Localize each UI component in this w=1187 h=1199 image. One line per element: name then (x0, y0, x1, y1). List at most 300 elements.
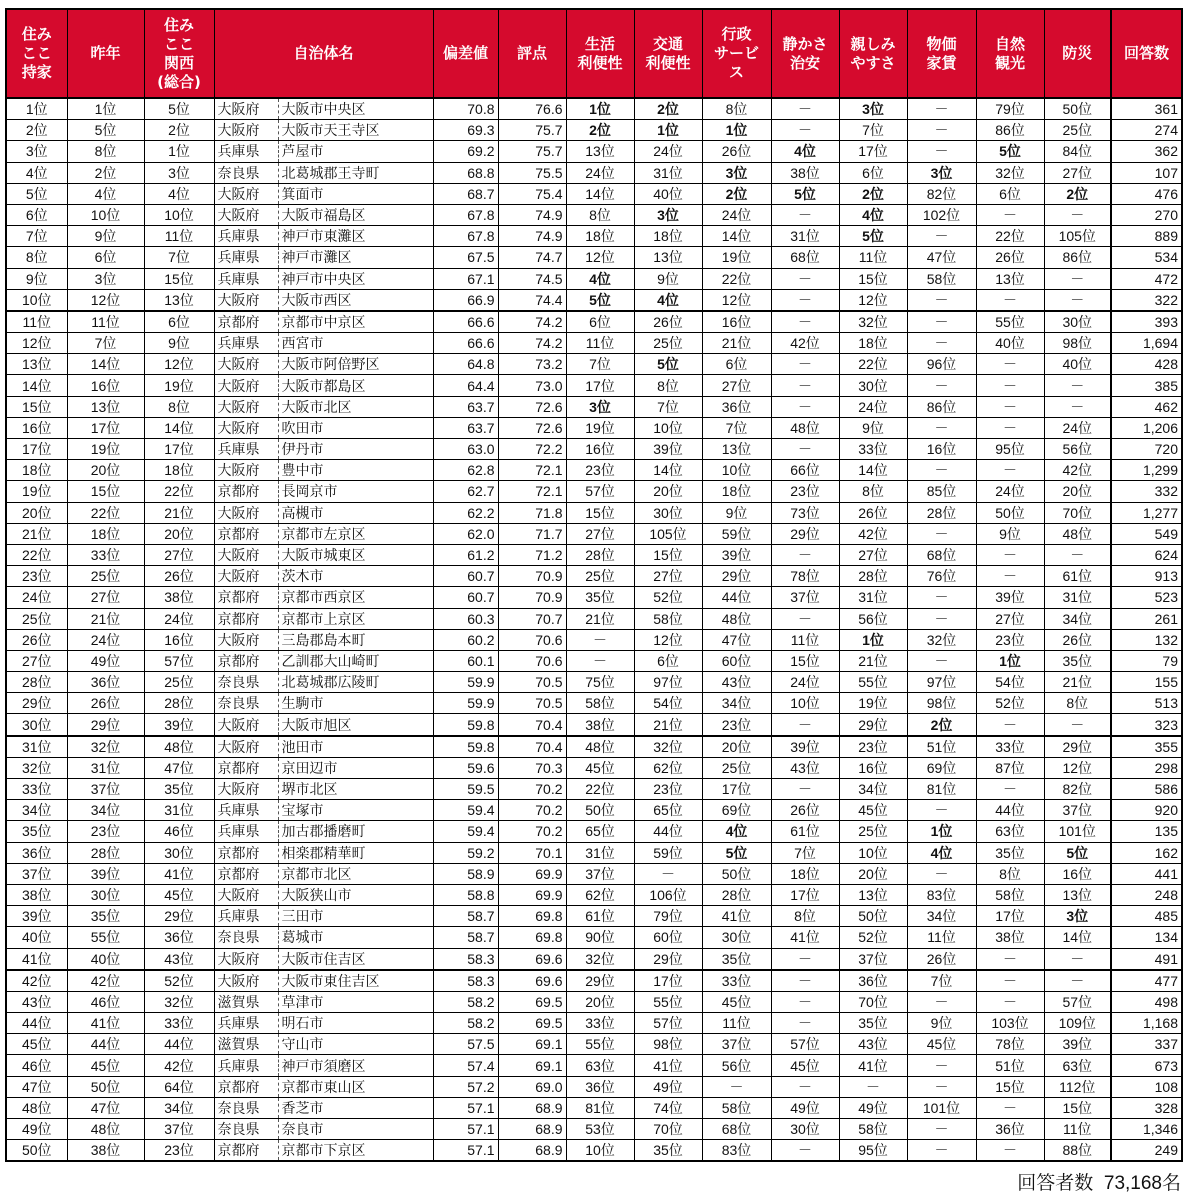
cell-living-convenience: 45位 (566, 757, 634, 778)
cell-prefecture: 兵庫県 (214, 247, 278, 268)
cell-quiet-safety: 17位 (771, 884, 839, 905)
cell-rank-kansai-overall: 23位 (144, 1140, 214, 1162)
cell-rank-kansai-overall: 64位 (144, 1076, 214, 1097)
table-row (6, 98, 1182, 120)
cell-rank-owner: 34位 (6, 800, 67, 821)
cell-rank-owner: 2位 (6, 120, 67, 141)
cell-score: 72.6 (498, 396, 566, 417)
cell-admin-services: 30位 (702, 927, 771, 948)
cell-prefecture: 大阪府 (214, 544, 278, 565)
cell-nature-tourism: － (976, 354, 1044, 375)
cell-nature-tourism: 27位 (976, 608, 1044, 629)
cell-city: 宝塚市 (278, 800, 433, 821)
cell-respondents: 79 (1111, 650, 1182, 671)
cell-living-convenience: 63位 (566, 1055, 634, 1076)
table-row (6, 608, 1182, 629)
cell-respondents: 523 (1111, 587, 1182, 608)
cell-nature-tourism: 35位 (976, 842, 1044, 863)
cell-prefecture: 大阪府 (214, 970, 278, 992)
cell-quiet-safety: － (771, 544, 839, 565)
cell-rank-owner: 4位 (6, 162, 67, 183)
cell-transport-convenience: 54位 (634, 693, 702, 714)
cell-living-convenience: 22位 (566, 779, 634, 800)
cell-deviation: 60.2 (433, 629, 498, 650)
cell-admin-services: 22位 (702, 268, 771, 289)
cell-friendliness: 24位 (839, 396, 907, 417)
cell-rank-owner: 13位 (6, 354, 67, 375)
cell-respondents: 441 (1111, 863, 1182, 884)
cell-prices-rent: － (907, 333, 976, 354)
cell-deviation: 67.1 (433, 268, 498, 289)
cell-prices-rent: 51位 (907, 736, 976, 758)
cell-score: 76.6 (498, 98, 566, 120)
cell-friendliness: 3位 (839, 98, 907, 120)
table-row (6, 1119, 1182, 1140)
cell-city: 大阪市住吉区 (278, 948, 433, 970)
cell-transport-convenience: 106位 (634, 884, 702, 905)
cell-rank-owner: 39位 (6, 906, 67, 927)
cell-rank-kansai-overall: 14位 (144, 417, 214, 438)
cell-city: 神戸市須磨区 (278, 1055, 433, 1076)
cell-city: 高槻市 (278, 502, 433, 523)
cell-transport-convenience: 39位 (634, 439, 702, 460)
cell-prefecture: 大阪府 (214, 884, 278, 905)
table-row (6, 948, 1182, 970)
cell-transport-convenience: 27位 (634, 566, 702, 587)
cell-rank-owner: 11位 (6, 311, 67, 333)
cell-rank-owner: 44位 (6, 1013, 67, 1034)
cell-living-convenience: 11位 (566, 333, 634, 354)
cell-deviation: 58.7 (433, 927, 498, 948)
cell-city: 三田市 (278, 906, 433, 927)
cell-living-convenience: 90位 (566, 927, 634, 948)
cell-quiet-safety: 15位 (771, 650, 839, 671)
cell-friendliness: 49位 (839, 1097, 907, 1118)
cell-living-convenience: 48位 (566, 736, 634, 758)
cell-nature-tourism: 24位 (976, 481, 1044, 502)
cell-nature-tourism: 23位 (976, 629, 1044, 650)
table-row (6, 672, 1182, 693)
table-row (6, 757, 1182, 778)
header-respondents: 回答数 (1111, 9, 1182, 98)
cell-disaster-prevention: 21位 (1044, 672, 1111, 693)
cell-admin-services: 29位 (702, 566, 771, 587)
cell-rank-owner: 12位 (6, 333, 67, 354)
cell-rank-kansai-overall: 3位 (144, 162, 214, 183)
cell-prices-rent: 81位 (907, 779, 976, 800)
cell-prices-rent: 83位 (907, 884, 976, 905)
cell-rank-last-year: 27位 (67, 587, 144, 608)
cell-city: 明石市 (278, 1013, 433, 1034)
cell-rank-owner: 26位 (6, 629, 67, 650)
cell-deviation: 67.5 (433, 247, 498, 268)
cell-prices-rent: － (907, 98, 976, 120)
cell-rank-kansai-overall: 4位 (144, 183, 214, 204)
header-rank-last-year: 昨年 (67, 9, 144, 98)
cell-friendliness: 11位 (839, 247, 907, 268)
cell-living-convenience: 36位 (566, 1076, 634, 1097)
cell-friendliness: 95位 (839, 1140, 907, 1162)
cell-respondents: 498 (1111, 991, 1182, 1012)
cell-score: 70.2 (498, 800, 566, 821)
cell-nature-tourism: 5位 (976, 141, 1044, 162)
cell-deviation: 59.4 (433, 800, 498, 821)
cell-city: 三島郡島本町 (278, 629, 433, 650)
cell-rank-kansai-overall: 28位 (144, 693, 214, 714)
cell-score: 70.5 (498, 693, 566, 714)
cell-disaster-prevention: 39位 (1044, 1034, 1111, 1055)
header-rank-owner: 住み ここ 持家 (6, 9, 67, 98)
cell-admin-services: 48位 (702, 608, 771, 629)
cell-city: 豊中市 (278, 460, 433, 481)
cell-friendliness: 4位 (839, 204, 907, 225)
cell-prices-rent: 68位 (907, 544, 976, 565)
cell-rank-last-year: 12位 (67, 289, 144, 311)
cell-score: 70.6 (498, 650, 566, 671)
cell-prefecture: 滋賀県 (214, 1034, 278, 1055)
cell-transport-convenience: 15位 (634, 544, 702, 565)
cell-deviation: 62.8 (433, 460, 498, 481)
cell-living-convenience: － (566, 650, 634, 671)
cell-nature-tourism: 40位 (976, 333, 1044, 354)
cell-score: 69.5 (498, 991, 566, 1012)
cell-deviation: 57.4 (433, 1055, 498, 1076)
cell-respondents: 889 (1111, 226, 1182, 247)
cell-quiet-safety: 48位 (771, 417, 839, 438)
cell-nature-tourism: 103位 (976, 1013, 1044, 1034)
cell-rank-owner: 7位 (6, 226, 67, 247)
table-row (6, 1034, 1182, 1055)
cell-rank-owner: 41位 (6, 948, 67, 970)
cell-respondents: 720 (1111, 439, 1182, 460)
cell-deviation: 58.3 (433, 948, 498, 970)
cell-respondents: 1,694 (1111, 333, 1182, 354)
cell-friendliness: 26位 (839, 502, 907, 523)
cell-nature-tourism: － (976, 1140, 1044, 1162)
cell-respondents: 249 (1111, 1140, 1182, 1162)
cell-rank-owner: 24位 (6, 587, 67, 608)
cell-quiet-safety: － (771, 354, 839, 375)
cell-prices-rent: 102位 (907, 204, 976, 225)
cell-city: 京都市西京区 (278, 587, 433, 608)
cell-quiet-safety: 37位 (771, 587, 839, 608)
cell-admin-services: 27位 (702, 375, 771, 396)
cell-rank-last-year: 49位 (67, 650, 144, 671)
cell-deviation: 59.9 (433, 672, 498, 693)
cell-prices-rent: 58位 (907, 268, 976, 289)
cell-admin-services: 12位 (702, 289, 771, 311)
cell-rank-owner: 49位 (6, 1119, 67, 1140)
cell-prices-rent: － (907, 120, 976, 141)
cell-city: 香芝市 (278, 1097, 433, 1118)
cell-deviation: 63.7 (433, 396, 498, 417)
cell-prices-rent: － (907, 460, 976, 481)
cell-city: 大阪市中央区 (278, 98, 433, 120)
cell-transport-convenience: 29位 (634, 948, 702, 970)
cell-prices-rent: 16位 (907, 439, 976, 460)
cell-score: 69.0 (498, 1076, 566, 1097)
cell-transport-convenience: 14位 (634, 460, 702, 481)
table-row (6, 333, 1182, 354)
cell-deviation: 64.4 (433, 375, 498, 396)
cell-score: 70.5 (498, 672, 566, 693)
cell-transport-convenience: 17位 (634, 970, 702, 992)
cell-respondents: 337 (1111, 1034, 1182, 1055)
cell-disaster-prevention: 24位 (1044, 417, 1111, 438)
cell-disaster-prevention: 14位 (1044, 927, 1111, 948)
cell-friendliness: 31位 (839, 587, 907, 608)
cell-disaster-prevention: 112位 (1044, 1076, 1111, 1097)
cell-score: 75.5 (498, 162, 566, 183)
cell-city: 京都市中京区 (278, 311, 433, 333)
cell-rank-last-year: 26位 (67, 693, 144, 714)
cell-disaster-prevention: 37位 (1044, 800, 1111, 821)
cell-transport-convenience: 105位 (634, 523, 702, 544)
table-row (6, 736, 1182, 758)
cell-living-convenience: 21位 (566, 608, 634, 629)
cell-rank-owner: 15位 (6, 396, 67, 417)
cell-friendliness: 27位 (839, 544, 907, 565)
cell-disaster-prevention: 50位 (1044, 98, 1111, 120)
cell-admin-services: 13位 (702, 439, 771, 460)
cell-admin-services: 60位 (702, 650, 771, 671)
cell-deviation: 58.7 (433, 906, 498, 927)
table-row (6, 396, 1182, 417)
cell-nature-tourism: － (976, 779, 1044, 800)
cell-score: 72.2 (498, 439, 566, 460)
cell-admin-services: 34位 (702, 693, 771, 714)
cell-nature-tourism: 50位 (976, 502, 1044, 523)
cell-respondents: 477 (1111, 970, 1182, 992)
cell-respondents: 362 (1111, 141, 1182, 162)
cell-respondents: 385 (1111, 375, 1182, 396)
cell-prices-rent: － (907, 417, 976, 438)
cell-rank-kansai-overall: 43位 (144, 948, 214, 970)
cell-prices-rent: － (907, 1076, 976, 1097)
cell-quiet-safety: 45位 (771, 1055, 839, 1076)
cell-quiet-safety: － (771, 608, 839, 629)
cell-deviation: 68.8 (433, 162, 498, 183)
cell-respondents: 393 (1111, 311, 1182, 333)
cell-rank-owner: 6位 (6, 204, 67, 225)
cell-friendliness: 21位 (839, 650, 907, 671)
cell-city: 大阪市東住吉区 (278, 970, 433, 992)
cell-deviation: 58.9 (433, 863, 498, 884)
table-row (6, 842, 1182, 863)
table-row (6, 629, 1182, 650)
cell-disaster-prevention: － (1044, 268, 1111, 289)
cell-respondents: 270 (1111, 204, 1182, 225)
cell-rank-last-year: 3位 (67, 268, 144, 289)
cell-living-convenience: 37位 (566, 863, 634, 884)
cell-nature-tourism: 95位 (976, 439, 1044, 460)
cell-living-convenience: 31位 (566, 842, 634, 863)
cell-living-convenience: 57位 (566, 481, 634, 502)
header-quiet-safety: 静かさ 治安 (771, 9, 839, 98)
cell-friendliness: 8位 (839, 481, 907, 502)
cell-rank-kansai-overall: 26位 (144, 566, 214, 587)
header-transport-convenience: 交通 利便性 (634, 9, 702, 98)
cell-prefecture: 兵庫県 (214, 226, 278, 247)
cell-admin-services: 1位 (702, 120, 771, 141)
cell-quiet-safety: － (771, 439, 839, 460)
cell-rank-kansai-overall: 16位 (144, 629, 214, 650)
cell-rank-kansai-overall: 27位 (144, 544, 214, 565)
cell-respondents: 361 (1111, 98, 1182, 120)
table-row (6, 1140, 1182, 1162)
cell-transport-convenience: 7位 (634, 396, 702, 417)
cell-living-convenience: 20位 (566, 991, 634, 1012)
cell-respondents: 586 (1111, 779, 1182, 800)
cell-living-convenience: 29位 (566, 970, 634, 992)
cell-score: 70.3 (498, 757, 566, 778)
cell-admin-services: 18位 (702, 481, 771, 502)
cell-rank-kansai-overall: 45位 (144, 884, 214, 905)
cell-disaster-prevention: 48位 (1044, 523, 1111, 544)
cell-rank-kansai-overall: 44位 (144, 1034, 214, 1055)
cell-admin-services: 24位 (702, 204, 771, 225)
cell-deviation: 59.8 (433, 736, 498, 758)
cell-transport-convenience: 12位 (634, 629, 702, 650)
cell-prices-rent: 1位 (907, 821, 976, 842)
cell-score: 74.2 (498, 311, 566, 333)
cell-disaster-prevention: 57位 (1044, 991, 1111, 1012)
header-disaster-prevention: 防災 (1044, 9, 1111, 98)
cell-admin-services: 4位 (702, 821, 771, 842)
cell-rank-last-year: 31位 (67, 757, 144, 778)
table-row (6, 1097, 1182, 1118)
cell-quiet-safety: － (771, 98, 839, 120)
table-row (6, 417, 1182, 438)
cell-prefecture: 京都府 (214, 311, 278, 333)
cell-rank-last-year: 9位 (67, 226, 144, 247)
cell-nature-tourism: 54位 (976, 672, 1044, 693)
table-row (6, 481, 1182, 502)
cell-rank-owner: 10位 (6, 289, 67, 311)
cell-living-convenience: 14位 (566, 183, 634, 204)
cell-rank-owner: 27位 (6, 650, 67, 671)
cell-prices-rent: － (907, 226, 976, 247)
cell-nature-tourism: 58位 (976, 884, 1044, 905)
cell-disaster-prevention: 88位 (1044, 1140, 1111, 1162)
cell-disaster-prevention: 11位 (1044, 1119, 1111, 1140)
cell-prefecture: 大阪府 (214, 714, 278, 736)
cell-nature-tourism: 79位 (976, 98, 1044, 120)
cell-respondents: 1,346 (1111, 1119, 1182, 1140)
cell-score: 70.4 (498, 736, 566, 758)
cell-prices-rent: 86位 (907, 396, 976, 417)
cell-quiet-safety: － (771, 268, 839, 289)
cell-nature-tourism: － (976, 460, 1044, 481)
cell-living-convenience: 61位 (566, 906, 634, 927)
cell-disaster-prevention: 26位 (1044, 629, 1111, 650)
cell-rank-kansai-overall: 48位 (144, 736, 214, 758)
table-row (6, 821, 1182, 842)
header-score: 評点 (498, 9, 566, 98)
cell-living-convenience: 38位 (566, 714, 634, 736)
cell-disaster-prevention: － (1044, 204, 1111, 225)
respondent-total-label: 回答者数 (1017, 1173, 1094, 1194)
cell-rank-kansai-overall: 39位 (144, 714, 214, 736)
cell-disaster-prevention: 56位 (1044, 439, 1111, 460)
cell-prefecture: 京都府 (214, 650, 278, 671)
cell-rank-last-year: 20位 (67, 460, 144, 481)
cell-rank-owner: 28位 (6, 672, 67, 693)
cell-friendliness: 22位 (839, 354, 907, 375)
cell-friendliness: 42位 (839, 523, 907, 544)
cell-rank-owner: 35位 (6, 821, 67, 842)
cell-prefecture: 大阪府 (214, 289, 278, 311)
cell-disaster-prevention: － (1044, 948, 1111, 970)
cell-deviation: 57.5 (433, 1034, 498, 1055)
cell-transport-convenience: 44位 (634, 821, 702, 842)
cell-admin-services: 9位 (702, 502, 771, 523)
cell-rank-kansai-overall: 31位 (144, 800, 214, 821)
cell-prefecture: 京都府 (214, 587, 278, 608)
cell-nature-tourism: 33位 (976, 736, 1044, 758)
cell-rank-kansai-overall: 13位 (144, 289, 214, 311)
cell-rank-last-year: 17位 (67, 417, 144, 438)
cell-transport-convenience: 6位 (634, 650, 702, 671)
table-row (6, 927, 1182, 948)
cell-deviation: 64.8 (433, 354, 498, 375)
table-row (6, 439, 1182, 460)
cell-prices-rent: 82位 (907, 183, 976, 204)
cell-prices-rent: － (907, 289, 976, 311)
cell-score: 75.7 (498, 141, 566, 162)
cell-friendliness: 50位 (839, 906, 907, 927)
cell-deviation: 62.7 (433, 481, 498, 502)
cell-friendliness: 15位 (839, 268, 907, 289)
cell-city: 吹田市 (278, 417, 433, 438)
cell-city: 京都市上京区 (278, 608, 433, 629)
respondent-total-value: 73,168名 (1103, 1173, 1181, 1194)
cell-score: 70.2 (498, 821, 566, 842)
cell-prefecture: 大阪府 (214, 779, 278, 800)
cell-friendliness: 14位 (839, 460, 907, 481)
cell-nature-tourism: 26位 (976, 247, 1044, 268)
cell-nature-tourism: － (976, 714, 1044, 736)
cell-prefecture: 京都府 (214, 863, 278, 884)
cell-friendliness: 34位 (839, 779, 907, 800)
cell-rank-owner: 21位 (6, 523, 67, 544)
cell-rank-owner: 33位 (6, 779, 67, 800)
cell-prefecture: 京都府 (214, 1076, 278, 1097)
table-row (6, 120, 1182, 141)
cell-prefecture: 京都府 (214, 608, 278, 629)
cell-city: 伊丹市 (278, 439, 433, 460)
cell-living-convenience: 25位 (566, 566, 634, 587)
cell-prefecture: 兵庫県 (214, 906, 278, 927)
table-row (6, 779, 1182, 800)
cell-rank-kansai-overall: 8位 (144, 396, 214, 417)
cell-respondents: 108 (1111, 1076, 1182, 1097)
cell-score: 70.7 (498, 608, 566, 629)
cell-prices-rent: 76位 (907, 566, 976, 587)
cell-prefecture: 奈良県 (214, 1097, 278, 1118)
cell-nature-tourism: － (976, 375, 1044, 396)
cell-nature-tourism: 6位 (976, 183, 1044, 204)
cell-prices-rent: 85位 (907, 481, 976, 502)
table-row (6, 991, 1182, 1012)
cell-rank-kansai-overall: 9位 (144, 333, 214, 354)
cell-living-convenience: 65位 (566, 821, 634, 842)
cell-rank-owner: 3位 (6, 141, 67, 162)
cell-rank-last-year: 42位 (67, 970, 144, 992)
cell-transport-convenience: 35位 (634, 1140, 702, 1162)
cell-friendliness: 45位 (839, 800, 907, 821)
cell-transport-convenience: 8位 (634, 375, 702, 396)
